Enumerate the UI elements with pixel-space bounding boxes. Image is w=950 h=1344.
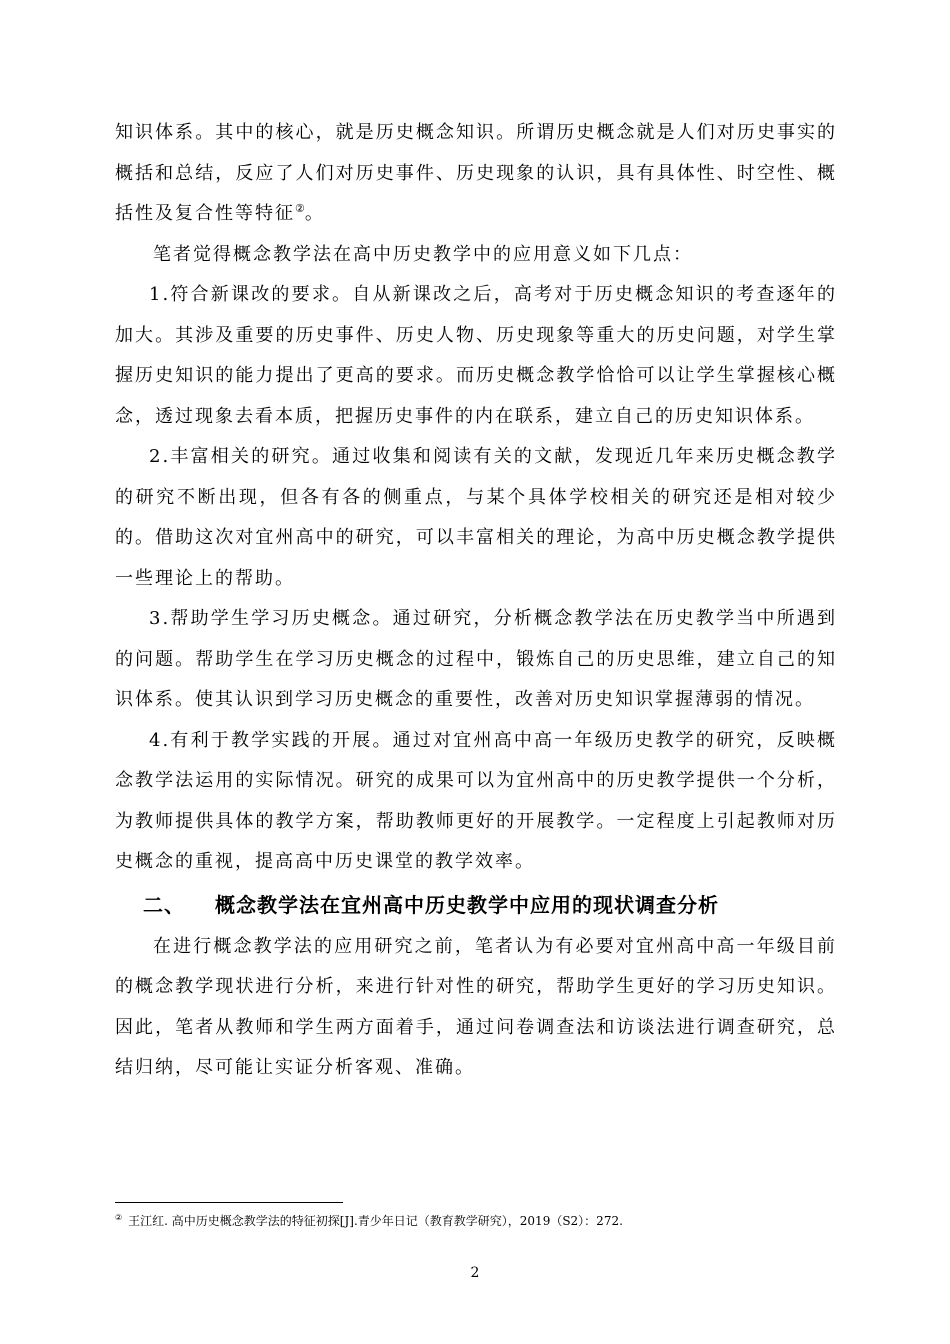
section-heading [115,883,837,927]
section-title: 概念教学法在宜州高中历史教学中应用的现状调查分析 [215,892,719,917]
paragraph-end: 。 [304,203,325,224]
footnote-reference[interactable]: ② [295,202,305,215]
body-text [115,113,837,1089]
footnote-mark: ② [115,1213,123,1222]
footnote [115,1213,855,1229]
paragraph-intro: 笔者觉得概念教学法在高中历史教学中的应用意义如下几点： [153,243,693,265]
paragraph-text: 知识体系。其中的核心，就是历史概念知识。所谓历史概念就是人们对历史事实的概括和总结，反应了人们对历史事件、历史现象的认识，具有具体性、时空性、概括性及复合性等特征 [115,122,837,224]
section-number: 二、 [143,892,185,917]
paragraph-section-intro: 在进行概念教学法的应用研究之前，笔者认为有必要对宜州高中高一年级目前的概念教学现状进行分析，来进行针对性的研究，帮助学生更好的学习历史知识。因此，笔者从教师和学生两方面着手，通过问卷调查法和访谈法进行调查研究，总结归纳，尽可能让实证分析客观、准确。 [115,935,837,1078]
paragraph-point-3: 3.帮助学生学习历史概念。通过研究，分析概念教学法在历史教学当中所遇到的问题。帮助学生在学习历史概念的过程中，锻炼自己的历史思维，建立自己的知识体系。使其认识到学习历史概念的重要性，改善对历史知识掌握薄弱的情况。 [115,608,837,710]
footnote-divider [115,1202,343,1203]
footnote-text: 王江红. 高中历史概念教学法的特征初探[J].青少年日记（教育教学研究），2019（S2）：272. [128,1214,623,1228]
paragraph-point-2: 2.丰富相关的研究。通过收集和阅读有关的文献，发现近几年来历史概念教学的研究不断出现，但各有各的侧重点，与某个具体学校相关的研究还是相对较少的。借助这次对宜州高中的研究，可以丰富相关的理论，为高中历史概念教学提供一些理论上的帮助。 [115,446,837,589]
paragraph-point-1: 1.符合新课改的要求。自从新课改之后，高考对于历史概念知识的考查逐年的加大。其涉及重要的历史事件、历史人物、历史现象等重大的历史问题，对学生掌握历史知识的能力提出了更高的要求。而历史概念教学恰恰可以让学生掌握核心概念，透过现象去看本质，把握历史事件的内在联系，建立自己的历史知识体系。 [115,284,837,427]
page-number: 2 [470,1265,480,1281]
paragraph-point-4: 4.有利于教学实践的开展。通过对宜州高中高一年级历史教学的研究，反映概念教学法运用的实际情况。研究的成果可以为宜州高中的历史教学提供一个分析，为教师提供具体的教学方案，帮助教师更好的开展教学。一定程度上引起教师对历史概念的重视，提高高中历史课堂的教学效率。 [115,729,837,872]
paragraph-continuation [115,113,837,235]
